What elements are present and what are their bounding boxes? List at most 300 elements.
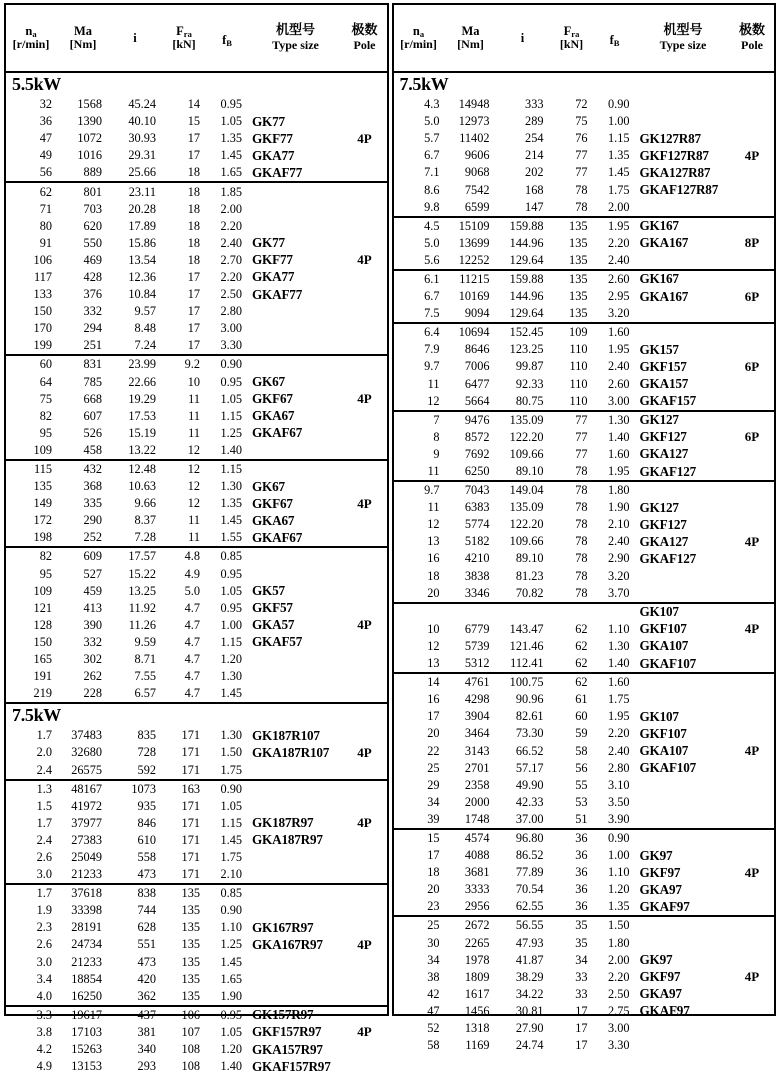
cell-na: 135 xyxy=(33,479,52,494)
cell-ma: 5774 xyxy=(464,517,490,532)
cell-fra: 135 xyxy=(181,920,200,935)
cell-type-size: GKA167 xyxy=(639,235,689,251)
table-row xyxy=(394,288,775,305)
table-row xyxy=(6,988,387,1005)
cell-i: 80.75 xyxy=(515,393,544,408)
cell-i: 289 xyxy=(525,114,544,129)
cell-pole: 4P xyxy=(357,252,372,268)
cell-fb: 1.30 xyxy=(220,479,242,494)
cell-pole: 4P xyxy=(744,533,760,549)
cell-ma: 24734 xyxy=(71,937,102,952)
cell-fra: 107 xyxy=(181,1024,200,1039)
col-header-pole-symbol: 极数 xyxy=(738,23,765,38)
cell-fb: 1.50 xyxy=(607,918,630,933)
cell-ma: 8646 xyxy=(464,342,490,357)
cell-na: 18 xyxy=(427,865,440,880)
table-row xyxy=(394,1003,775,1020)
cell-fb: 3.00 xyxy=(220,321,242,336)
cell-ma: 1072 xyxy=(77,131,102,146)
cell-na: 36 xyxy=(39,114,52,129)
cell-type-size: GKA67 xyxy=(252,512,295,528)
table-row xyxy=(394,252,775,269)
cell-i: 57.17 xyxy=(515,760,544,775)
cell-ma: 1169 xyxy=(465,1038,490,1053)
cell-fb: 3.70 xyxy=(607,585,630,600)
cell-ma: 4210 xyxy=(464,551,490,566)
cell-ma: 2956 xyxy=(464,899,490,914)
cell-i: 144.96 xyxy=(509,235,544,250)
cell-na: 1.9 xyxy=(36,903,52,918)
table-row xyxy=(6,1007,387,1024)
cell-fra: 11 xyxy=(188,408,200,423)
cell-i: 30.93 xyxy=(128,131,156,146)
cell-na: 62 xyxy=(39,184,52,199)
table-row xyxy=(394,691,775,708)
cell-na: 47 xyxy=(427,1003,440,1018)
cell-i: 73.30 xyxy=(515,726,544,741)
table-row xyxy=(6,130,387,147)
cell-na: 1.3 xyxy=(36,781,52,796)
cell-i: 143.47 xyxy=(509,621,544,636)
cell-i: 8.37 xyxy=(134,513,156,528)
cell-na: 115 xyxy=(34,462,52,477)
cell-i: 92.33 xyxy=(515,376,544,391)
cell-na: 3.4 xyxy=(36,971,52,986)
cell-i: 45.24 xyxy=(128,97,156,112)
cell-fb: 1.00 xyxy=(220,617,242,632)
table-row xyxy=(6,218,387,235)
cell-pole: 4P xyxy=(744,147,760,163)
col-header-type-unit: Type size xyxy=(659,37,707,52)
col-header-pole-unit: Pole xyxy=(741,37,763,52)
cell-ma: 785 xyxy=(83,374,102,389)
cell-fb: 2.40 xyxy=(220,235,242,250)
cell-fb: 1.45 xyxy=(607,165,630,180)
cell-fb: 1.40 xyxy=(607,656,630,671)
cell-fb: 3.20 xyxy=(607,306,630,321)
cell-na: 49 xyxy=(39,148,52,163)
ratio-group xyxy=(394,324,775,411)
cell-fra: 72 xyxy=(575,97,588,112)
cell-fra: 171 xyxy=(181,762,200,777)
cell-type-size: GK187R97 xyxy=(252,815,314,831)
cell-fra: 11 xyxy=(188,425,200,440)
cell-i: 96.80 xyxy=(515,830,544,845)
col-header-pole-unit: Pole xyxy=(353,37,376,52)
table-row xyxy=(394,358,775,375)
cell-na: 34 xyxy=(427,952,440,967)
cell-type-size: GKA97 xyxy=(639,986,682,1002)
cell-fra: 33 xyxy=(575,986,588,1001)
table-row xyxy=(394,96,775,113)
cell-fra: 36 xyxy=(575,899,588,914)
cell-fra: 77 xyxy=(575,148,588,163)
cell-i: 202 xyxy=(525,165,544,180)
cell-fra: 53 xyxy=(575,794,588,809)
col-header-fra xyxy=(162,24,206,51)
cell-fra: 59 xyxy=(575,726,588,741)
cell-fb: 1.15 xyxy=(220,408,242,423)
col-header-i xyxy=(108,31,162,46)
cell-pole: 6P xyxy=(744,288,760,304)
cell-ma: 18854 xyxy=(71,971,102,986)
cell-fra: 109 xyxy=(569,325,588,340)
cell-fb: 1.75 xyxy=(607,182,630,197)
cell-fra: 18 xyxy=(187,235,200,250)
cell-fb: 0.85 xyxy=(220,549,242,564)
cell-i: 835 xyxy=(137,728,156,743)
ratio-group xyxy=(6,885,387,1007)
table-row xyxy=(6,425,387,442)
cell-fb: 1.60 xyxy=(607,325,630,340)
cell-fra: 78 xyxy=(575,182,588,197)
col-header-na-unit: [r/min] xyxy=(12,37,50,52)
cell-ma: 607 xyxy=(83,408,102,423)
table-row xyxy=(394,218,775,235)
cell-fb: 3.00 xyxy=(607,393,630,408)
cell-fra: 76 xyxy=(575,131,588,146)
table-row xyxy=(394,777,775,794)
cell-ma: 332 xyxy=(83,634,102,649)
cell-i: 15.19 xyxy=(128,425,156,440)
table-row xyxy=(6,583,387,600)
cell-fra: 12 xyxy=(187,479,200,494)
col-header-fra-subscript: ra xyxy=(183,29,192,40)
cell-i: 340 xyxy=(137,1042,156,1057)
cell-i: 89.10 xyxy=(515,551,544,566)
cell-i: 17.89 xyxy=(128,218,156,233)
table-row xyxy=(394,864,775,881)
cell-fb: 1.60 xyxy=(607,446,630,461)
cell-type-size: GKA107 xyxy=(639,638,689,654)
cell-i: 362 xyxy=(137,988,156,1003)
cell-na: 4.2 xyxy=(36,1042,52,1057)
cell-i: 147 xyxy=(525,199,544,214)
cell-type-size: GK187R107 xyxy=(252,727,320,743)
cell-na: 165 xyxy=(33,652,52,667)
table-body-right xyxy=(394,73,775,1054)
cell-na: 14 xyxy=(427,675,440,690)
cell-na: 1.7 xyxy=(36,886,52,901)
table-row xyxy=(394,164,775,181)
table-row xyxy=(394,482,775,499)
cell-na: 22 xyxy=(427,743,440,758)
cell-type-size: GK127R87 xyxy=(639,130,701,146)
cell-type-size: GKF157 xyxy=(639,358,687,374)
cell-fra: 135 xyxy=(181,971,200,986)
col-header-pole xyxy=(731,24,774,52)
cell-fb: 1.15 xyxy=(607,131,630,146)
cell-ma: 6599 xyxy=(464,199,490,214)
cell-type-size: GKA107 xyxy=(639,743,689,759)
col-header-fb xyxy=(206,30,248,47)
cell-na: 1.7 xyxy=(36,728,52,743)
cell-na: 82 xyxy=(39,408,52,423)
cell-i: 254 xyxy=(525,131,544,146)
cell-fra: 108 xyxy=(181,1059,200,1074)
cell-i: 129.64 xyxy=(509,252,544,267)
cell-na: 117 xyxy=(34,269,52,284)
cell-na: 11 xyxy=(427,376,440,391)
cell-fb: 1.95 xyxy=(607,218,630,233)
col-header-type xyxy=(636,24,731,52)
cell-na: 198 xyxy=(33,530,52,545)
cell-type-size: GK67 xyxy=(252,374,285,390)
cell-ma: 1568 xyxy=(77,97,102,112)
table-row xyxy=(6,781,387,798)
cell-i: 49.90 xyxy=(515,777,544,792)
col-header-i xyxy=(496,31,550,46)
cell-i: 592 xyxy=(137,762,156,777)
cell-type-size: GKA77 xyxy=(252,147,295,163)
cell-i: 77.89 xyxy=(515,865,544,880)
cell-fra: 62 xyxy=(575,675,588,690)
table-row xyxy=(6,529,387,546)
cell-na: 5.0 xyxy=(424,114,440,129)
cell-na: 172 xyxy=(33,513,52,528)
cell-fra: 51 xyxy=(575,811,588,826)
cell-ma: 6383 xyxy=(464,500,490,515)
cell-fb: 2.70 xyxy=(220,252,242,267)
cell-fra: 17 xyxy=(187,321,200,336)
cell-type-size: GKF127R87 xyxy=(639,147,709,163)
cell-ma: 4761 xyxy=(464,675,490,690)
cell-na: 16 xyxy=(427,551,440,566)
cell-fra: 17 xyxy=(187,338,200,353)
cell-na: 2.4 xyxy=(36,832,52,847)
table-row xyxy=(6,147,387,164)
cell-fb: 2.40 xyxy=(607,534,630,549)
cell-fb: 2.50 xyxy=(607,986,630,1001)
cell-i: 42.33 xyxy=(515,794,544,809)
cell-fra: 110 xyxy=(569,359,588,374)
cell-fb: 1.40 xyxy=(220,442,242,457)
cell-fb: 1.35 xyxy=(607,148,630,163)
cell-na: 52 xyxy=(427,1021,440,1036)
table-row xyxy=(394,463,775,480)
cell-fra: 18 xyxy=(187,165,200,180)
cell-type-size: GKF67 xyxy=(252,495,293,511)
cell-type-size: GK127 xyxy=(639,499,679,515)
cell-na: 8.6 xyxy=(424,182,440,197)
cell-fb: 2.10 xyxy=(220,867,242,882)
cell-i: 144.96 xyxy=(509,289,544,304)
cell-fb: 1.35 xyxy=(220,131,242,146)
cell-ma: 26575 xyxy=(71,762,102,777)
cell-ma: 28191 xyxy=(71,920,102,935)
table-row xyxy=(394,794,775,811)
cell-type-size: GKA187R107 xyxy=(252,744,330,760)
cell-na: 5.7 xyxy=(424,131,440,146)
col-header-na xyxy=(6,24,58,51)
cell-type-size: GKAF127 xyxy=(639,463,696,479)
table-row xyxy=(6,356,387,373)
table-row xyxy=(6,727,387,744)
cell-fb: 2.40 xyxy=(607,743,630,758)
cell-fra: 17 xyxy=(187,148,200,163)
cell-na: 75 xyxy=(39,391,52,406)
cell-fra: 17 xyxy=(187,287,200,302)
cell-type-size: GKF157R97 xyxy=(252,1024,322,1040)
table-row xyxy=(394,898,775,915)
cell-ma: 2265 xyxy=(464,935,490,950)
cell-na: 32 xyxy=(39,97,52,112)
cell-na: 7.5 xyxy=(424,306,440,321)
col-header-fb-symbol: $f_B$ xyxy=(222,32,232,48)
cell-ma: 9476 xyxy=(464,412,490,427)
cell-fb: 0.95 xyxy=(220,600,242,615)
cell-ma: 526 xyxy=(83,425,102,440)
cell-ma: 413 xyxy=(83,600,102,615)
cell-i: 38.29 xyxy=(515,969,544,984)
cell-ma: 3346 xyxy=(464,585,490,600)
cell-fb: 2.00 xyxy=(220,201,242,216)
cell-na: 2.0 xyxy=(36,745,52,760)
cell-type-size: GKAF107 xyxy=(639,655,696,671)
cell-ma: 7542 xyxy=(464,182,490,197)
cell-i: 8.71 xyxy=(134,652,156,667)
table-row xyxy=(6,183,387,200)
cell-i: 30.81 xyxy=(515,1003,544,1018)
cell-pole: 6P xyxy=(744,358,760,374)
cell-fb: 1.90 xyxy=(607,500,630,515)
cell-pole: 4P xyxy=(357,815,372,831)
cell-na: 17 xyxy=(427,709,440,724)
cell-ma: 550 xyxy=(83,235,102,250)
cell-fb: 1.30 xyxy=(220,728,242,743)
cell-fra: 36 xyxy=(575,830,588,845)
col-header-fb xyxy=(594,30,636,47)
cell-ma: 37618 xyxy=(71,886,102,901)
cell-ma: 3333 xyxy=(464,882,490,897)
cell-type-size: GK107 xyxy=(639,708,679,724)
cell-fb: 1.05 xyxy=(220,583,242,598)
cell-i: 13.25 xyxy=(128,583,156,598)
cell-na: 109 xyxy=(33,583,52,598)
cell-fb: 1.05 xyxy=(220,391,242,406)
cell-i: 152.45 xyxy=(509,325,544,340)
cell-na: 170 xyxy=(33,321,52,336)
cell-fb: 0.95 xyxy=(220,374,242,389)
cell-na: 1.7 xyxy=(36,815,52,830)
table-row xyxy=(394,271,775,288)
table-row xyxy=(6,971,387,988)
cell-type-size: GKF107 xyxy=(639,725,687,741)
cell-fb: 1.35 xyxy=(220,496,242,511)
cell-fra: 135 xyxy=(181,937,200,952)
cell-type-size: GK77 xyxy=(252,235,285,251)
cell-pole: 4P xyxy=(357,391,372,407)
col-header-type-unit: Type size xyxy=(272,37,319,52)
table-row xyxy=(6,442,387,459)
table-row xyxy=(6,617,387,634)
cell-fra: 61 xyxy=(575,692,588,707)
cell-pole: 4P xyxy=(744,621,760,637)
table-row xyxy=(394,429,775,446)
table-row xyxy=(6,235,387,252)
cell-fb: 1.40 xyxy=(220,1059,242,1074)
cell-fb: 1.15 xyxy=(220,815,242,830)
cell-na: 3.8 xyxy=(36,1024,52,1039)
cell-fb: 2.20 xyxy=(220,269,242,284)
cell-fra: 62 xyxy=(575,621,588,636)
cell-ma: 15109 xyxy=(458,218,490,233)
cell-na: 7.9 xyxy=(424,342,440,357)
cell-fb: 0.95 xyxy=(220,1007,242,1022)
cell-na: 15 xyxy=(427,830,440,845)
cell-na: 3.0 xyxy=(36,867,52,882)
cell-fb: 3.30 xyxy=(220,338,242,353)
ratio-group xyxy=(394,830,775,917)
cell-fb: 1.95 xyxy=(607,464,630,479)
cell-fra: 110 xyxy=(569,376,588,391)
cell-i: 70.54 xyxy=(515,882,544,897)
col-header-ma-symbol: Ma xyxy=(461,24,480,39)
col-header-i-symbol: i xyxy=(133,30,137,45)
cell-i: 122.20 xyxy=(509,429,544,444)
cell-ma: 228 xyxy=(83,686,102,701)
cell-fb: 1.10 xyxy=(607,621,630,636)
table-row xyxy=(6,408,387,425)
cell-ma: 12973 xyxy=(458,114,490,129)
table-row xyxy=(6,885,387,902)
cell-ma: 251 xyxy=(83,338,102,353)
cell-fra: 4.7 xyxy=(184,652,200,667)
cell-na: 9 xyxy=(433,446,440,461)
cell-fra: 56 xyxy=(575,760,588,775)
cell-ma: 6477 xyxy=(464,376,490,391)
cell-fra: 34 xyxy=(575,952,588,967)
cell-i: 112.41 xyxy=(510,656,544,671)
cell-fb: 1.30 xyxy=(220,669,242,684)
cell-ma: 37483 xyxy=(71,728,102,743)
table-row xyxy=(394,412,775,429)
cell-fra: 78 xyxy=(575,500,588,515)
cell-ma: 1748 xyxy=(464,811,490,826)
col-header-fra-symbol: $F_{ra}$ xyxy=(563,24,580,40)
cell-i: 293 xyxy=(137,1059,156,1074)
cell-fra: 171 xyxy=(181,815,200,830)
table-row xyxy=(394,881,775,898)
cell-type-size: GKA127 xyxy=(639,446,689,462)
table-row xyxy=(6,269,387,286)
cell-ma: 4298 xyxy=(464,692,490,707)
cell-fb: 1.90 xyxy=(220,988,242,1003)
cell-i: 420 xyxy=(137,971,156,986)
cell-na: 6.7 xyxy=(424,148,440,163)
cell-na: 6.4 xyxy=(424,325,440,340)
cell-ma: 3143 xyxy=(464,743,490,758)
table-row xyxy=(394,1037,775,1054)
col-header-type xyxy=(248,24,343,52)
table-row xyxy=(394,604,775,621)
cell-fb: 1.10 xyxy=(607,865,630,880)
cell-ma: 5312 xyxy=(464,656,490,671)
table-row xyxy=(6,634,387,651)
cell-fra: 17 xyxy=(575,1003,588,1018)
cell-fra: 171 xyxy=(181,849,200,864)
cell-type-size: GKF107 xyxy=(639,621,687,637)
cell-i: 56.55 xyxy=(515,918,544,933)
cell-fra: 135 xyxy=(181,886,200,901)
cell-i: 22.66 xyxy=(128,374,156,389)
table-row xyxy=(6,391,387,408)
cell-fra: 171 xyxy=(181,867,200,882)
cell-i: 25.66 xyxy=(128,165,156,180)
table-row xyxy=(394,638,775,655)
table-row xyxy=(394,847,775,864)
cell-type-size: GKF97 xyxy=(639,969,681,985)
